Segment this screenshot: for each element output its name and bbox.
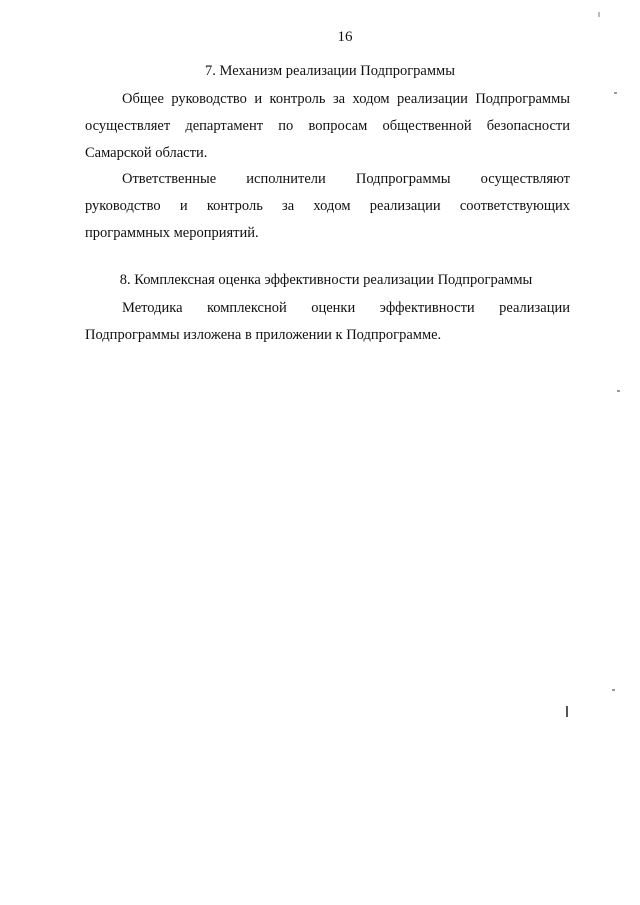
scan-artifact-speck	[617, 390, 620, 392]
section-7-paragraph-1	[85, 86, 570, 167]
scan-artifact-mark	[566, 706, 568, 717]
paragraph-line: программных мероприятий.	[85, 225, 259, 241]
paragraph-line: Методика комплексной оценки эффективности реализации	[122, 300, 570, 316]
scan-artifact-speck	[598, 12, 600, 17]
paragraph-line: Подпрограммы изложена в приложении к Подпрограмме.	[85, 327, 442, 343]
paragraph-line: осуществляет департамент по вопросам общественной безопасности	[85, 118, 570, 134]
section-8-paragraph-1	[85, 295, 570, 349]
paragraph-line: руководство и контроль за ходом реализации соответствующих	[85, 198, 570, 214]
section-8-heading: 8. Комплексная оценка эффективности реализации Подпрограммы	[119, 272, 533, 288]
paragraph-line: Ответственные исполнители Подпрограммы осуществляют	[122, 171, 570, 187]
paragraph-line: Общее руководство и контроль за ходом реализации Подпрограммы	[122, 91, 570, 107]
scan-artifact-speck	[612, 689, 615, 691]
page-number: 16	[337, 29, 353, 45]
paragraph-line: Самарской области.	[85, 145, 208, 161]
section-7-paragraph-2	[85, 166, 570, 247]
section-7-heading: 7. Механизм реализации Подпрограммы	[205, 63, 455, 79]
scan-artifact-speck	[614, 92, 617, 94]
